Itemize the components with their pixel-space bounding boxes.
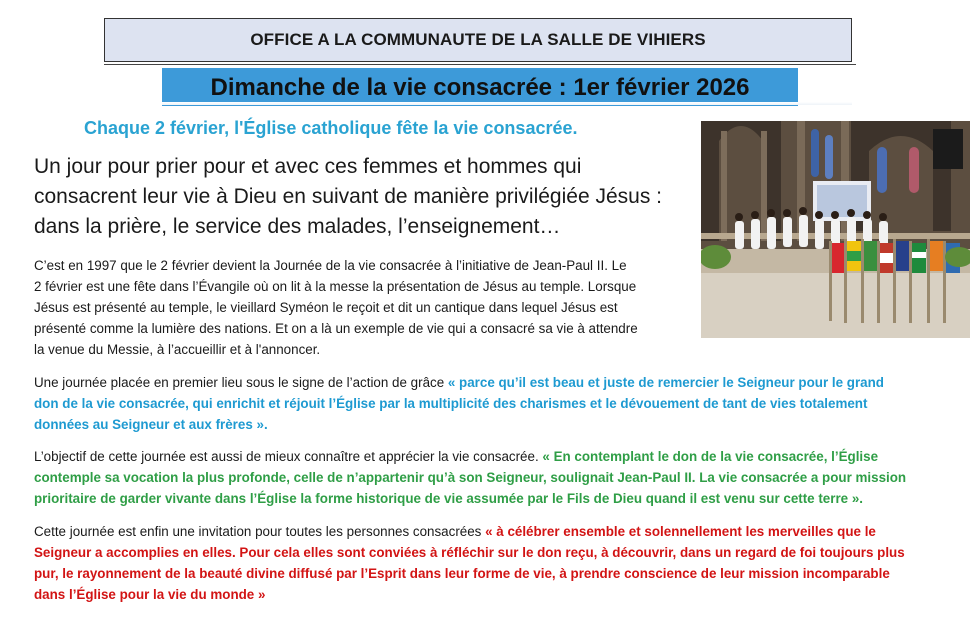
quote-blue: « parce qu’il est beau et juste de remercier le Seigneur pour le grand	[447, 375, 884, 390]
paragraph-invitation	[34, 521, 905, 605]
paragraph-line	[34, 521, 905, 542]
intro-line: Un jour pour prier pour et avec ces femmes et hommes qui	[34, 155, 582, 178]
subtitle-fade	[162, 102, 852, 105]
intro-text	[34, 152, 694, 242]
paragraph-history	[34, 255, 638, 360]
plain-text: L’objectif de cette journée est aussi de mieux connaître et apprécier la vie consacrée.	[34, 449, 543, 464]
church-ceremony-illustration	[701, 121, 970, 338]
plain-text: Une journée placée en premier lieu sous le signe de l’action de grâce	[34, 375, 448, 390]
paragraph-line: C’est en 1997 que le 2 février devient la Journée de la vie consacrée à l’initiative de Jean-Paul II. Le	[34, 258, 627, 273]
quote-red: « à célébrer ensemble et solennellement les merveilles que le	[485, 524, 876, 539]
intro-line: consacrent leur vie à Dieu en suivant de manière privilégiée Jésus :	[34, 185, 663, 208]
quote-green: prioritaire de garder vivante dans l’Église la forme historique de vie assumée par le Fils de Dieu quand il est venu sur cette terre ».	[34, 491, 864, 506]
quote-blue: données au Seigneur et aux frères ».	[34, 417, 268, 432]
paragraph-line: 2 février est une fête dans l’Évangile où on lit à la messe la présentation de Jésus au temple. Lorsque	[34, 279, 637, 294]
header-divider	[104, 64, 856, 65]
plain-text: Cette journée est enfin une invitation pour toutes les personnes consacrées	[34, 524, 486, 539]
intro-line: dans la prière, le service des malades, l’enseignement…	[34, 215, 561, 238]
quote-red: pur, le rayonnement de la beauté divine diffusé par l’Esprit dans leur forme de vie, à prendre conscience de leur mission incomparable	[34, 566, 890, 581]
paragraph-line	[34, 372, 884, 393]
quote-red: Seigneur a accomplies en elles. Pour cela elles sont conviées à réfléchir sur le don reçu, à découvrir, dans un regard de foi toujours plus	[34, 545, 905, 560]
paragraph-objective	[34, 446, 906, 509]
paragraph-line: la venue du Messie, à l’accueillir et à l'annoncer.	[34, 342, 321, 357]
paragraph-line: Jésus est présenté au temple, le vieillard Syméon le reçoit et dit un cantique dans lequel Jésus est	[34, 300, 618, 315]
quote-red: dans l’Église pour la vie du monde »	[34, 587, 266, 602]
lead-heading: Chaque 2 février, l'Église catholique fête la vie consacrée.	[84, 118, 578, 138]
quote-blue: don de la vie consacrée, qui enrichit et réjouit l’Église par la multiplicité des charismes et le dévouement de tant de vies totalement	[34, 396, 868, 411]
page-subtitle: Dimanche de la vie consacrée : 1er février 2026	[210, 74, 750, 101]
paragraph-thanksgiving	[34, 372, 884, 435]
quote-green: contemple sa vocation la plus profonde, celle de n’appartenir qu’à son Seigneur, soulignait Jean-Paul II. La vie consacrée a pour mission	[34, 470, 907, 485]
page-header-title	[104, 18, 852, 62]
quote-green: « En contemplant le don de la vie consacrée, l’Église	[542, 449, 879, 464]
paragraph-line	[34, 446, 906, 467]
header-title-text: OFFICE A LA COMMUNAUTE DE LA SALLE DE VIHIERS	[250, 30, 706, 49]
church-ceremony-photo	[701, 121, 970, 338]
paragraph-line: présenté comme la lumière des nations. Et on a là un exemple de vie qui a consacré sa vie à attendre	[34, 321, 638, 336]
